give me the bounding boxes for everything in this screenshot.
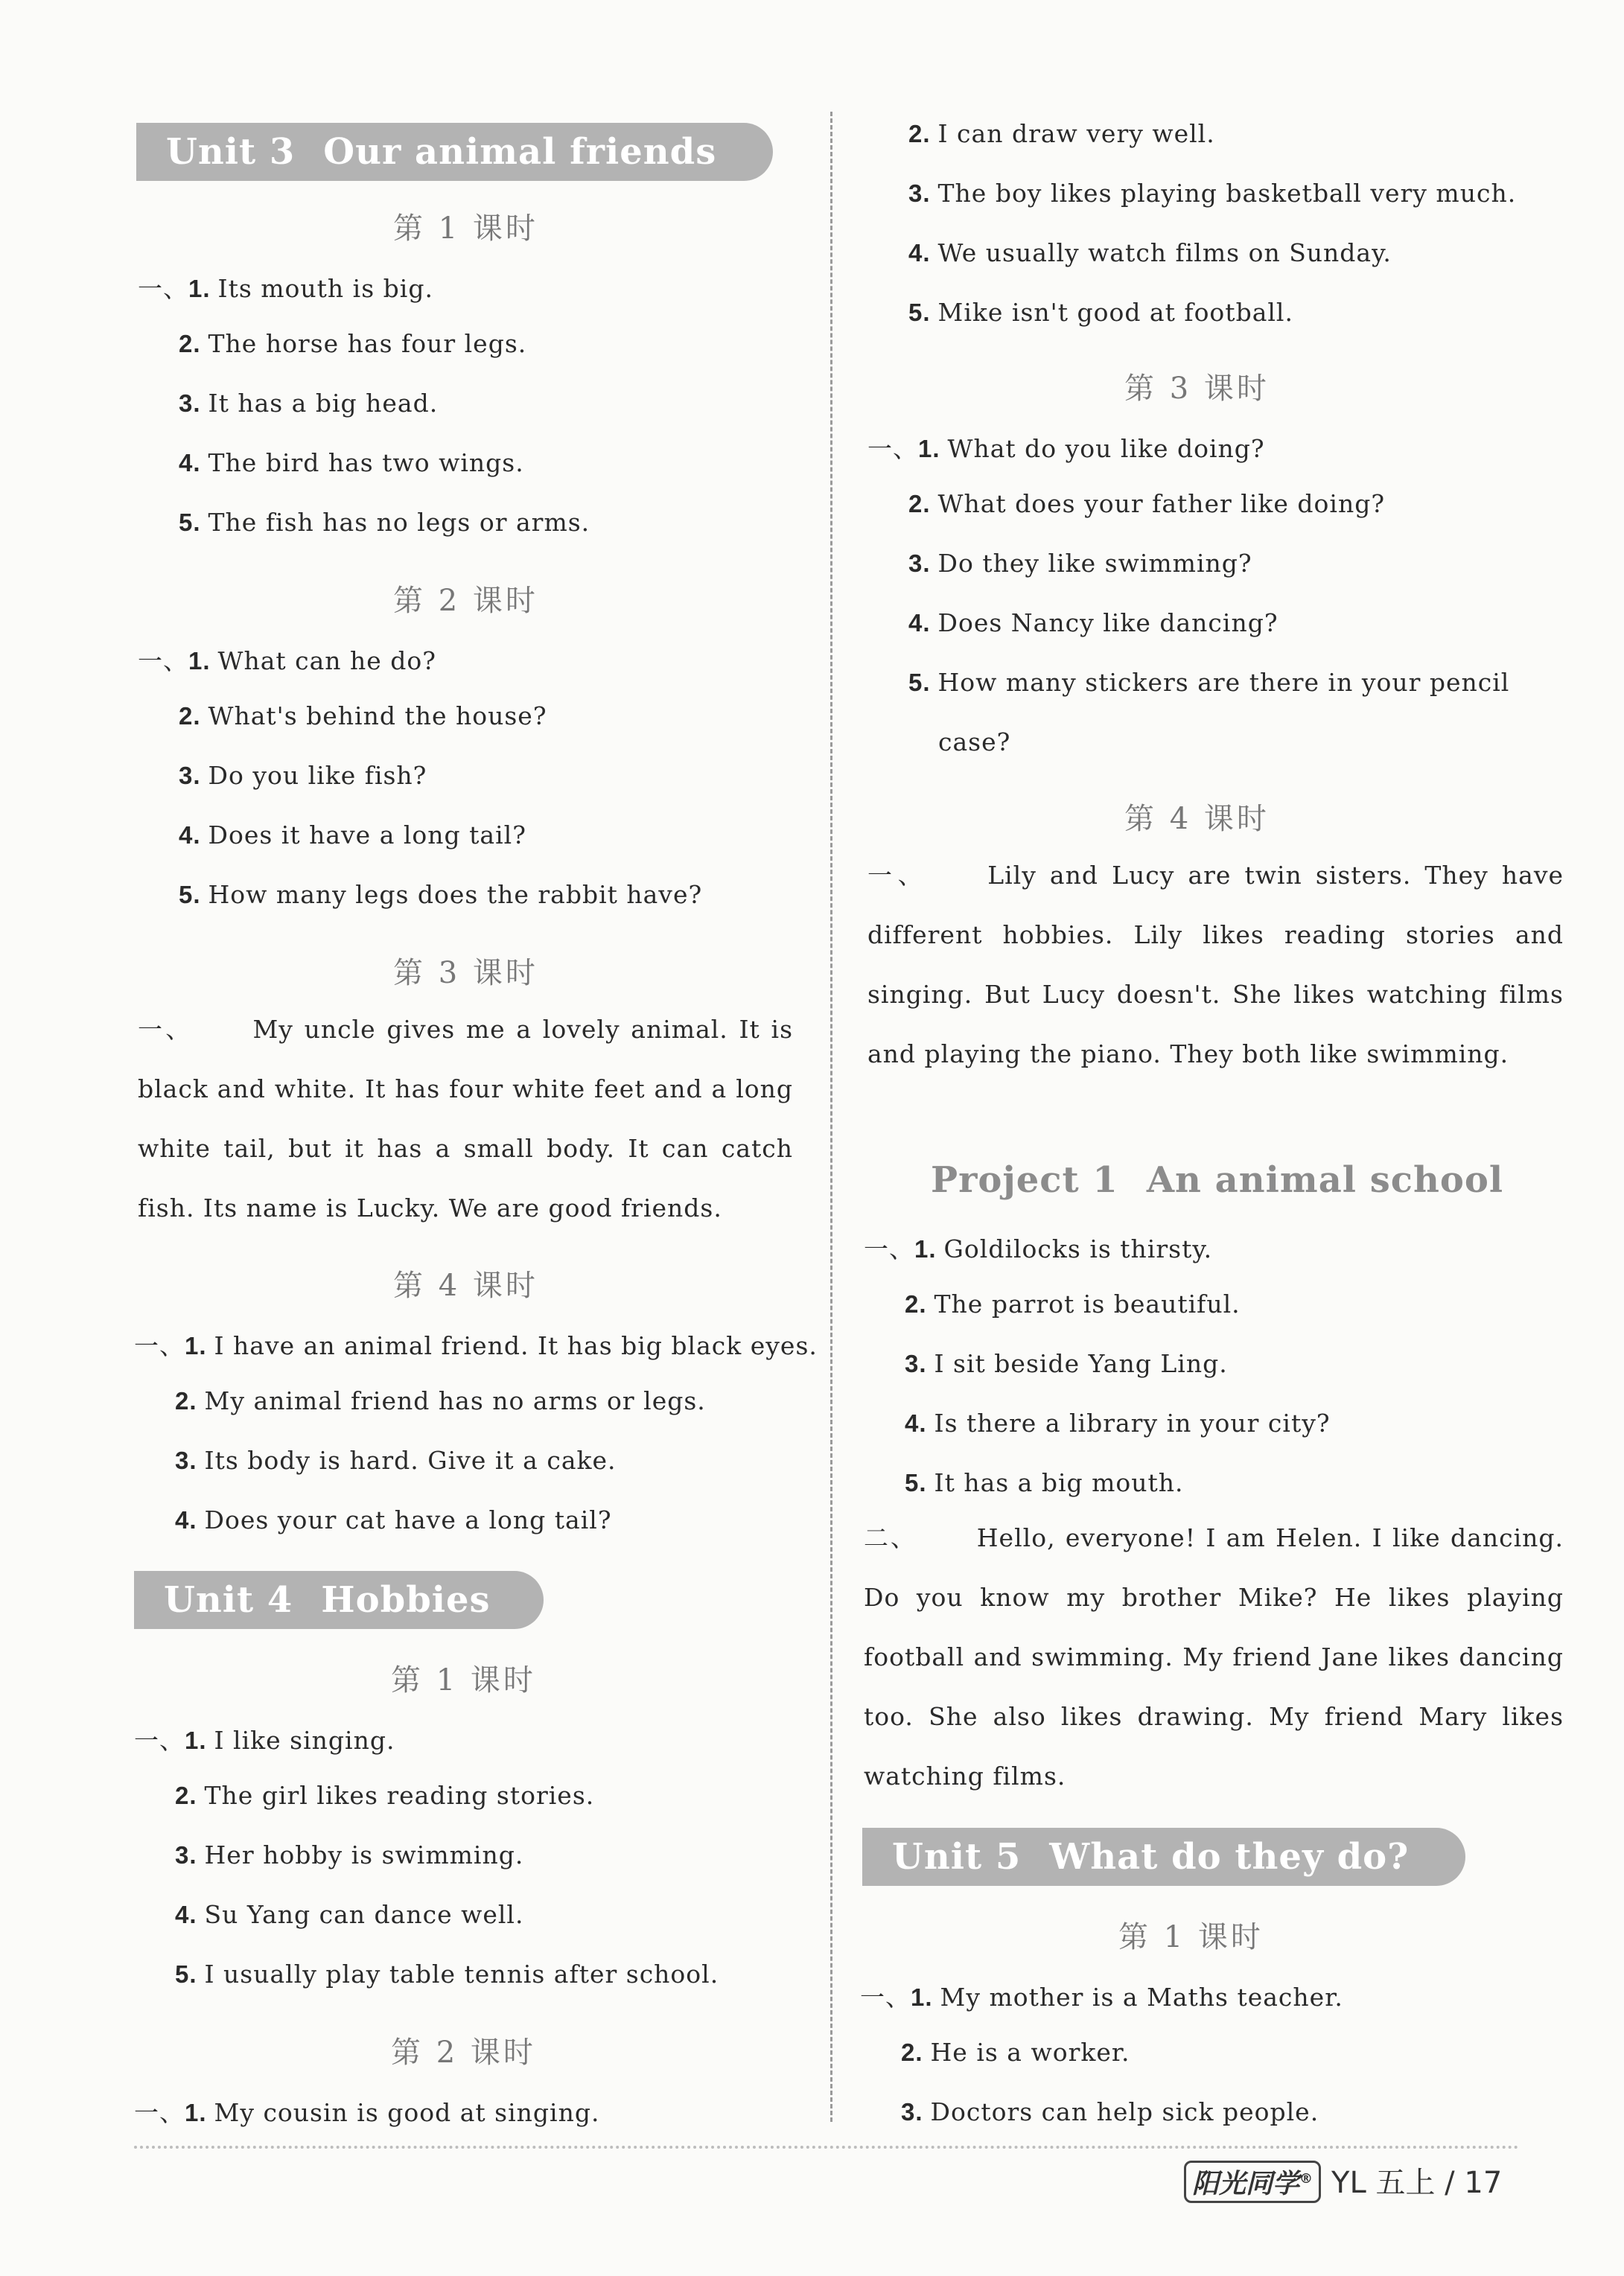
- lesson-heading: 第 4 课时: [1124, 802, 1270, 836]
- item-number: 1.: [911, 1983, 933, 2011]
- item-number: 2.: [179, 702, 201, 730]
- answer-text: Does Nancy like dancing?: [937, 608, 1278, 637]
- lesson-heading: 第 1 课时: [1118, 1920, 1264, 1954]
- answer-line: [867, 430, 1265, 465]
- item-number: 1.: [188, 275, 211, 302]
- lesson-heading: 第 1 课时: [391, 1663, 536, 1698]
- answer-line: [860, 1978, 1343, 2013]
- lesson-heading: 第 2 课时: [393, 584, 538, 618]
- answer-line: [905, 1290, 1241, 1319]
- unit-3-banner: Unit 3 Our animal friends: [136, 123, 773, 181]
- item-number: 2.: [905, 1290, 927, 1318]
- answer-text: He is a worker.: [930, 2038, 1130, 2067]
- answer-text: Do you like fish?: [208, 761, 427, 790]
- lesson-heading: 第 1 课时: [393, 211, 538, 246]
- answer-line: [864, 1230, 1212, 1265]
- item-number: 3.: [179, 389, 201, 417]
- answer-text: Mike isn't good at football.: [937, 298, 1293, 327]
- item-number: 4.: [908, 239, 931, 267]
- item-number: 2.: [179, 330, 201, 357]
- item-number: 5.: [908, 669, 931, 696]
- item-number: 1.: [918, 435, 940, 462]
- answer-line: [179, 448, 524, 477]
- item-number: 2.: [908, 490, 931, 517]
- answer-text: The horse has four legs.: [208, 329, 527, 358]
- answer-text: Its mouth is big.: [217, 274, 433, 303]
- section-marker: 一、: [860, 1983, 911, 2012]
- answer-text: I like singing.: [214, 1726, 395, 1755]
- answer-line: [905, 1349, 1228, 1378]
- answer-line: [175, 1960, 719, 1989]
- answer-line: [908, 668, 1509, 697]
- item-number: 1.: [185, 2099, 207, 2126]
- answer-text: Goldilocks is thirsty.: [943, 1234, 1213, 1263]
- answer-text: The parrot is beautiful.: [934, 1290, 1241, 1319]
- answer-text: It has a big head.: [208, 389, 439, 418]
- publisher-logo: 阳光同学®: [1184, 2161, 1321, 2203]
- answer-text: I sit beside Yang Ling.: [934, 1349, 1228, 1378]
- answer-line: [138, 270, 433, 305]
- item-number: 1.: [914, 1235, 937, 1263]
- column-divider: [830, 112, 832, 2122]
- edition-label: YL 五上: [1331, 2166, 1436, 2200]
- answer-line: [908, 119, 1215, 148]
- answer-text: The fish has no legs or arms.: [208, 508, 590, 537]
- answer-line: [901, 2038, 1130, 2067]
- item-number: 3.: [179, 762, 201, 789]
- answer-text: case?: [938, 727, 1011, 756]
- item-number: 3.: [901, 2098, 923, 2126]
- answer-line: [134, 1327, 818, 1362]
- answer-line: [179, 508, 590, 537]
- answer-line: [908, 608, 1278, 637]
- answer-line: [179, 820, 526, 849]
- item-number: 3.: [908, 549, 931, 577]
- answer-line: [175, 1840, 523, 1869]
- item-number: 4.: [179, 821, 201, 849]
- answer-text: We usually watch films on Sunday.: [937, 238, 1392, 267]
- lesson-heading: 第 4 课时: [393, 1269, 538, 1303]
- answer-text: Do they like swimming?: [937, 549, 1252, 578]
- answer-text: My cousin is good at singing.: [214, 2098, 600, 2127]
- answer-text: What's behind the house?: [208, 701, 547, 730]
- answer-line: [905, 1409, 1331, 1438]
- answer-paragraph: 二、 Hello, everyone! I am Helen. I like dancing. Do you know my brother Mike? He likes playing football and swimming. My friend Jane likes dancing too. She also likes drawing. My friend Mary likes watching films.: [864, 1523, 1564, 1791]
- answer-paragraph: 一、 Lily and Lucy are twin sisters. They have different hobbies. Lily likes reading stories and singing. But Lucy doesn't. She likes watching films and playing the piano. They both like swimming.: [867, 861, 1564, 1068]
- answer-text: How many legs does the rabbit have?: [208, 880, 703, 909]
- item-number: 5.: [179, 881, 201, 908]
- answer-paragraph: 一、 My uncle gives me a lovely animal. It is black and white. It has four white feet and a long white tail, but it has a small body. It can catch fish. Its name is Lucky. We are good friends.: [138, 1015, 794, 1223]
- answer-text: What do you like doing?: [947, 434, 1265, 463]
- item-number: 2.: [908, 120, 931, 147]
- answer-line: [175, 1900, 523, 1929]
- answer-line: [179, 761, 427, 790]
- section-marker: 一、: [134, 1726, 185, 1755]
- answer-line: [175, 1446, 617, 1475]
- item-number: 4.: [175, 1901, 197, 1928]
- page-footer: [1184, 2159, 1502, 2203]
- answer-text: Her hobby is swimming.: [204, 1840, 524, 1869]
- unit-4-banner: Unit 4 Hobbies: [134, 1571, 544, 1629]
- item-number: 5.: [179, 509, 201, 536]
- answer-text: Its body is hard. Give it a cake.: [204, 1446, 617, 1475]
- answer-line: [138, 642, 436, 677]
- section-marker: 一、: [138, 274, 188, 303]
- answer-text: It has a big mouth.: [934, 1468, 1184, 1497]
- item-number: 3.: [175, 1841, 197, 1869]
- answer-line: [175, 1386, 706, 1415]
- lesson-heading: 第 2 课时: [391, 2036, 536, 2070]
- answer-text: How many stickers are there in your pencil: [937, 668, 1510, 697]
- answer-line: [175, 1505, 612, 1534]
- item-number: 2.: [901, 2038, 923, 2066]
- answer-text: Is there a library in your city?: [934, 1409, 1331, 1438]
- answer-line: [908, 489, 1385, 518]
- answer-text: Doctors can help sick people.: [930, 2097, 1319, 2126]
- item-number: 5.: [175, 1960, 197, 1988]
- answer-line: [179, 389, 438, 418]
- section-marker: 一、: [867, 434, 918, 463]
- answer-text: Does your cat have a long tail?: [204, 1505, 612, 1534]
- answer-text: Does it have a long tail?: [208, 820, 526, 849]
- answer-text: The bird has two wings.: [208, 448, 524, 477]
- item-number: 4.: [179, 449, 201, 476]
- item-number: 4.: [175, 1506, 197, 1534]
- footer-rule: [134, 2146, 1519, 2149]
- item-number: 1.: [185, 1332, 207, 1359]
- answer-line: [908, 298, 1293, 327]
- answer-text: I usually play table tennis after school.: [204, 1960, 719, 1989]
- item-number: 4.: [905, 1409, 927, 1437]
- answer-line: [179, 880, 702, 909]
- answer-line: [179, 329, 526, 358]
- lesson-heading: 第 3 课时: [393, 956, 538, 990]
- answer-line: [938, 727, 1010, 756]
- section-marker: 一、: [134, 1331, 185, 1360]
- section-marker: 一、: [134, 2098, 185, 2127]
- item-number: 3.: [908, 179, 931, 207]
- unit-5-banner: Unit 5 What do they do?: [862, 1828, 1465, 1886]
- answer-line: [134, 2094, 599, 2129]
- answer-text: Su Yang can dance well.: [204, 1900, 524, 1929]
- item-number: 5.: [908, 299, 931, 326]
- answer-text: I can draw very well.: [937, 119, 1215, 148]
- item-number: 1.: [185, 1727, 207, 1754]
- answer-line: [901, 2097, 1319, 2126]
- answer-text: I have an animal friend. It has big black eyes.: [214, 1331, 818, 1360]
- section-marker: 一、: [138, 646, 188, 675]
- item-number: 3.: [905, 1350, 927, 1377]
- answer-line: [908, 238, 1392, 267]
- answer-line: [905, 1468, 1184, 1497]
- project-heading: Project 1 An animal school: [931, 1159, 1504, 1201]
- item-number: 2.: [175, 1387, 197, 1415]
- lesson-heading: 第 3 课时: [1124, 372, 1270, 406]
- page-number: / 17: [1445, 2166, 1503, 2200]
- answer-text: My animal friend has no arms or legs.: [204, 1386, 706, 1415]
- item-number: 4.: [908, 609, 931, 637]
- answer-line: [134, 1721, 395, 1756]
- answer-line: [175, 1781, 594, 1810]
- answer-line: [179, 701, 547, 730]
- answer-line: [908, 549, 1252, 578]
- item-number: 5.: [905, 1469, 927, 1496]
- item-number: 1.: [188, 647, 211, 675]
- answer-text: My mother is a Maths teacher.: [940, 1983, 1343, 2012]
- answer-text: What does your father like doing?: [937, 489, 1386, 518]
- item-number: 3.: [175, 1447, 197, 1474]
- answer-text: What can he do?: [217, 646, 436, 675]
- answer-text: The girl likes reading stories.: [204, 1781, 595, 1810]
- answer-line: [908, 179, 1516, 208]
- item-number: 2.: [175, 1782, 197, 1809]
- answer-text: The boy likes playing basketball very much.: [937, 179, 1517, 208]
- section-marker: 一、: [864, 1234, 914, 1263]
